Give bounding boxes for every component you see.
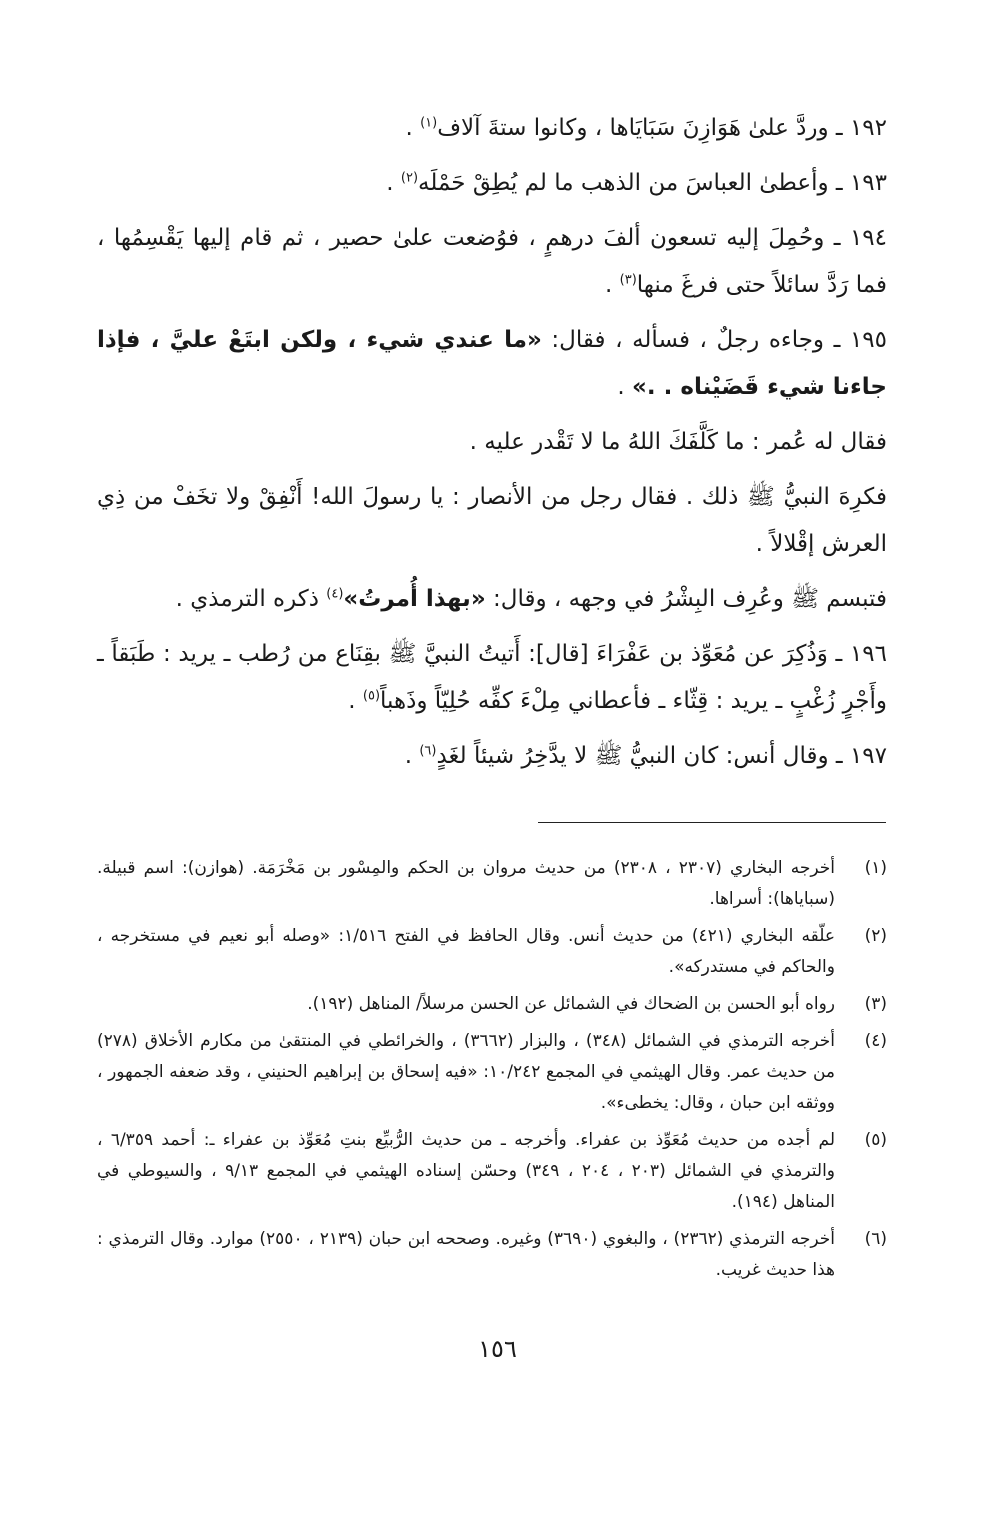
paragraph-195: ١٩٥ ـ وجاءه رجلٌ ، فسأله ، فقال: «ما عندي شيء ، ولكن ابتَعْ عليَّ ، فإذا جاءنا شيء قَضَيْناه . .» . [97,327,887,400]
footnote-text: أخرجه الترمذي (٢٣٦٢) ، والبغوي (٣٦٩٠) وغيره. وصححه ابن حبان (٢١٣٩ ، ٢٥٥٠) موارد. وقال الترمذي : هذا حديث غريب. [97,1229,835,1280]
footnote-number: (٦) [864,1229,887,1249]
paragraph-193: ١٩٣ ـ وأعطىٰ العباسَ من الذهب ما لم يُطِقْ حَمْلَه$^{(٢)}$ . [386,170,887,196]
footnote-number: (٥) [864,1130,887,1150]
footnote-text: لم أجده من حديث مُعَوِّذ بن عفراء. وأخرجه ـ من حديث الرُّبيِّع بنتِ مُعَوِّذ بن عفراء ـ: أحمد ٦/٣٥٩ ، والترمذي في الشمائل (٢٠٣ ، ٢٠٤ ، ٣٤٩) وحسّن إسناده الهيثمي في المجمع ٩/١٣ ، والسيوطي في المناهل (١٩٤). [97,1130,836,1212]
footnote-text: أخرجه البخاري (٢٣٠٧ ، ٢٣٠٨) من حديث مروان بن الحكم والمِسْور بن مَخْرَمَة. (هوازن): اسم قبيلة. (سباياها): أسراها. [97,858,835,909]
main-text [97,105,887,788]
footnote-ref[interactable]: (٢) [400,170,419,186]
footnote-number: (٢) [864,926,887,946]
footnote-ref[interactable]: (٤) [326,586,344,602]
footnote-5 [97,1125,887,1218]
paragraph-ansari: فكرِهَ النبيُّ ﷺ ذلك . فقال رجل من الأنصار : يا رسولَ الله! أَنْفِقْ ولا تخَفْ من ذِي العرش إقْلالاً . [97,484,887,557]
paragraph-197: ١٩٧ ـ وقال أنس: كان النبيُّ ﷺ لا يدَّخِرُ شيئاً لغَدٍ$^{(٦)}$ . [404,743,887,769]
footnote-text: رواه أبو الحسن بن الضحاك في الشمائل عن الحسن مرسلاً/ المناهل (١٩٢). [307,994,835,1014]
footnote-ref[interactable]: (١) [420,115,438,131]
footnote-ref[interactable]: (٦) [419,743,437,759]
footnote-divider [538,822,886,823]
paragraph-196: ١٩٦ ـ وَذُكِرَ عن مُعَوِّذ بن عَفْرَاءَ [قال]: أَتيتُ النبيَّ ﷺ بقِنَاع من رُطب ـ يريد : طَبَقاً ـ وأَجْرٍ زُغْبٍ ـ يريد : قِثّاء ـ فأعطاني مِلْءَ كفِّه حُلِيّاً وذَهباً$^{(٥)}$ . [97,641,887,714]
footnote-number: (٣) [864,994,887,1014]
footnote-3 [97,989,887,1020]
paragraph-192: ١٩٢ ـ وردَّ علىٰ هَوَازِنَ سَبَايَاها ، وكانوا ستةَ آلاف$^{(١)}$ . [405,115,887,141]
paragraph-smile: فتبسم ﷺ وعُرِف البِشْرُ في وجهه ، وقال: «بهذا أُمرتُ»$^{(٤)}$ ذكره الترمذي . [175,586,887,612]
footnote-6 [97,1224,887,1286]
footnote-number: (٤) [864,1031,887,1051]
footnote-2 [97,921,887,983]
footnote-4 [97,1026,887,1119]
footnote-ref[interactable]: (٣) [619,272,637,288]
prophet-quote: «ما عندي شيء ، ولكن ابتَعْ عليَّ ، فإذا جاءنا شيء قَضَيْناه . .» [97,327,887,400]
footnotes [97,853,887,1292]
prophet-quote: «بهذا أُمرتُ» [343,586,486,612]
page-number: ١٥٦ [478,1335,517,1363]
footnote-text: أخرجه الترمذي في الشمائل (٣٤٨) ، والبزار (٣٦٦٢) ، والخرائطي في المنتقىٰ من مكارم الأخلاق (٢٧٨) من حديث عمر. وقال الهيثمي في المجمع ١٠/٢٤٢: «فيه إسحاق بن إبراهيم الحنيني ، وقد ضعفه الجمهور ، ووثقه ابن حبان ، وقال: يخطىء». [97,1031,835,1113]
footnote-ref[interactable]: (٥) [362,688,381,704]
footnote-number: (١) [864,858,887,878]
footnote-1 [97,853,887,915]
paragraph-194: ١٩٤ ـ وحُمِلَ إليه تسعون ألفَ درهمٍ ، فوُضعت علىٰ حصير ، ثم قام إليها يَقْسِمُها ، فما رَدَّ سائلاً حتى فرغَ منها$^{(٣)}$ . [97,225,887,298]
footnote-text: علّقه البخاري (٤٢١) من حديث أنس. وقال الحافظ في الفتح ١/٥١٦: «وصله أبو نعيم في مستخرجه ، والحاكم في مستدركه». [97,926,835,977]
paragraph-umar: فقال له عُمر : ما كَلَّفَكَ اللهُ ما لا تَقْدر عليه . [469,429,887,455]
